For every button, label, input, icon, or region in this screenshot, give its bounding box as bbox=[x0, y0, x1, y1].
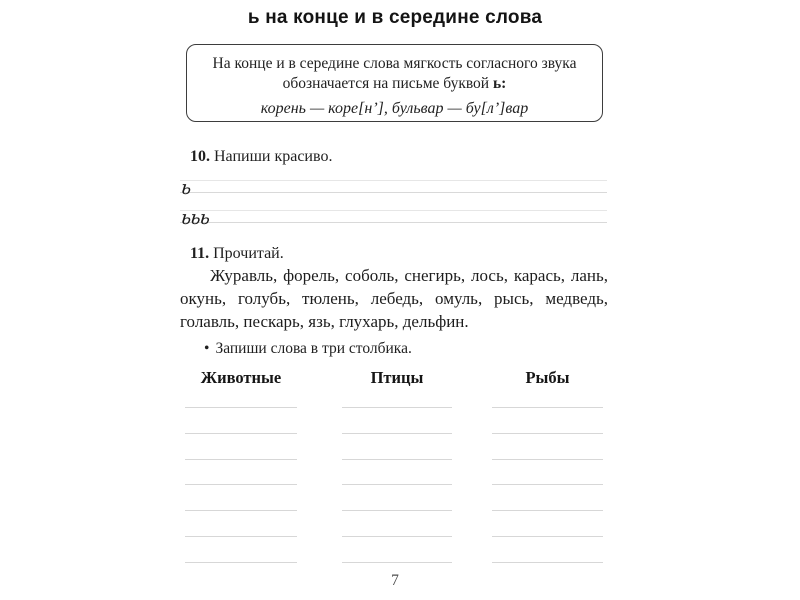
writing-line bbox=[492, 510, 603, 511]
handwriting-sample-1: ь bbox=[179, 177, 192, 199]
exercise-11-number: 11. bbox=[190, 245, 210, 262]
writing-line bbox=[342, 536, 452, 537]
writing-line bbox=[185, 459, 297, 460]
writing-line bbox=[492, 407, 603, 408]
writing-line bbox=[185, 407, 297, 408]
writing-line bbox=[342, 562, 452, 563]
exercise-11-label bbox=[190, 245, 284, 263]
writing-line bbox=[492, 459, 603, 460]
rule-text-line-2 bbox=[187, 74, 602, 94]
rule-text-line-2-regular: обозначается на письме буквой bbox=[282, 75, 493, 92]
rule-example: корень — коре[н’], бульвар — бу[л’]вар bbox=[260, 100, 529, 117]
page-title: ь на конце и в середине слова bbox=[247, 7, 543, 28]
writing-line bbox=[185, 433, 297, 434]
writing-line bbox=[185, 562, 297, 563]
answer-lines-animals bbox=[185, 407, 297, 588]
writing-line bbox=[492, 433, 603, 434]
writing-line bbox=[185, 484, 297, 485]
handwriting-line-1 bbox=[180, 180, 607, 193]
answer-lines-fish bbox=[492, 407, 603, 588]
column-header-birds: Птицы bbox=[370, 368, 424, 387]
writing-line bbox=[342, 459, 452, 460]
page-number: 7 bbox=[391, 572, 399, 589]
word-list-paragraph: Журавль, форель, соболь, снегирь, лось, карась, лань, окунь, голубь, тюлень, лебедь, омуль, рысь, медведь, голавль, пескарь, язь, глухарь, дельфин. bbox=[180, 266, 608, 331]
column-header-animals: Животные bbox=[200, 368, 282, 387]
writing-line bbox=[342, 433, 452, 434]
exercise-10-label bbox=[190, 148, 332, 166]
writing-line bbox=[342, 510, 452, 511]
answer-lines-birds bbox=[342, 407, 452, 588]
exercise-11-instruction: Прочитай. bbox=[209, 245, 284, 262]
writing-line bbox=[492, 562, 603, 563]
rule-text-line-1: На конце и в середине слова мягкость согласного звука bbox=[212, 55, 577, 72]
writing-line bbox=[185, 536, 297, 537]
bullet-task bbox=[204, 340, 412, 358]
writing-line bbox=[492, 484, 603, 485]
exercise-10-instruction: Напиши красиво. bbox=[210, 148, 333, 165]
writing-line bbox=[342, 484, 452, 485]
bullet-task-text: Запиши слова в три столбика. bbox=[215, 340, 412, 357]
exercise-10-number: 10. bbox=[190, 148, 210, 165]
rule-box bbox=[186, 44, 603, 122]
writing-line bbox=[185, 510, 297, 511]
rule-text-line-2-bold: ь: bbox=[492, 75, 507, 92]
handwriting-sample-2: ььь bbox=[179, 207, 211, 229]
bullet-icon: • bbox=[204, 340, 210, 357]
column-header-fish: Рыбы bbox=[525, 368, 570, 387]
handwriting-line-2 bbox=[180, 210, 607, 223]
writing-line bbox=[342, 407, 452, 408]
writing-line bbox=[492, 536, 603, 537]
